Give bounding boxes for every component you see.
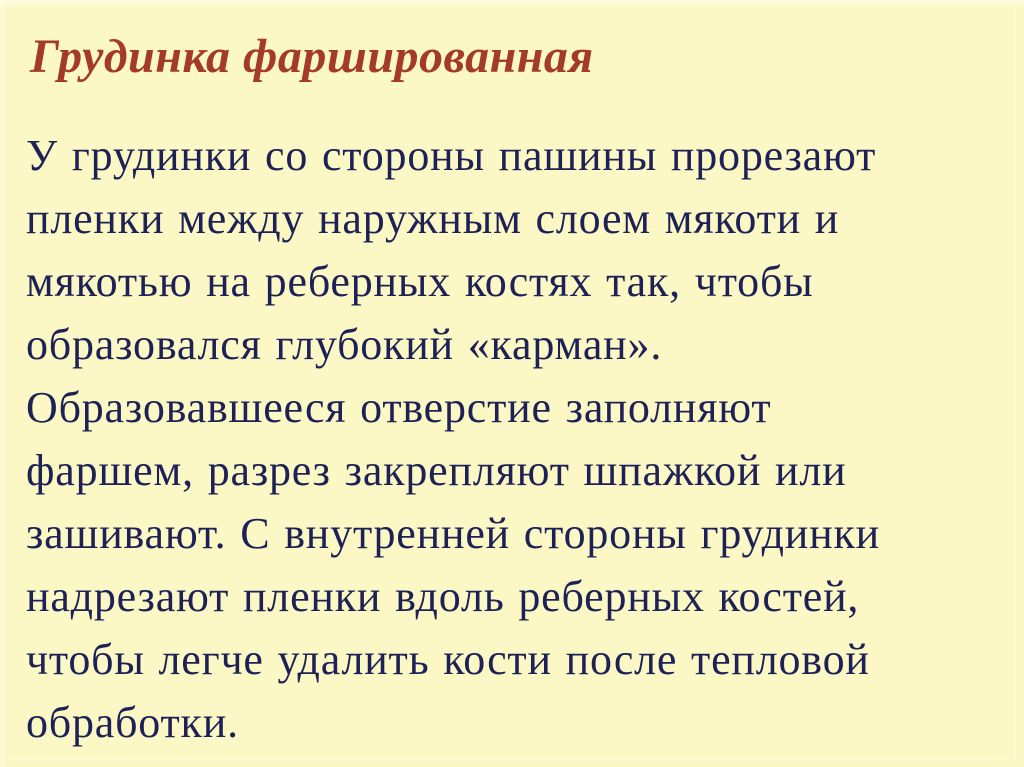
body-line: образовался глубокий «карман». bbox=[26, 320, 663, 369]
body-line: надрезают пленки вдоль реберных костей, bbox=[26, 572, 860, 621]
body-line: мякотью на реберных костях так, чтобы bbox=[26, 257, 814, 306]
slide-title: Грудинка фаршированная bbox=[30, 30, 594, 83]
body-line: зашивают. С внутренней стороны грудинки bbox=[26, 509, 880, 558]
body-line: чтобы легче удалить кости после тепловой bbox=[26, 635, 870, 684]
slide-body bbox=[26, 124, 1004, 754]
body-line: Образовавшееся отверстие заполняют bbox=[26, 383, 772, 432]
body-line: обработки. bbox=[26, 698, 239, 747]
body-line: пленки между наружным слоем мякоти и bbox=[26, 194, 840, 243]
body-line: У грудинки со стороны пашины прорезают bbox=[26, 131, 877, 180]
body-line: фаршем, разрез закрепляют шпажкой или bbox=[26, 446, 847, 495]
